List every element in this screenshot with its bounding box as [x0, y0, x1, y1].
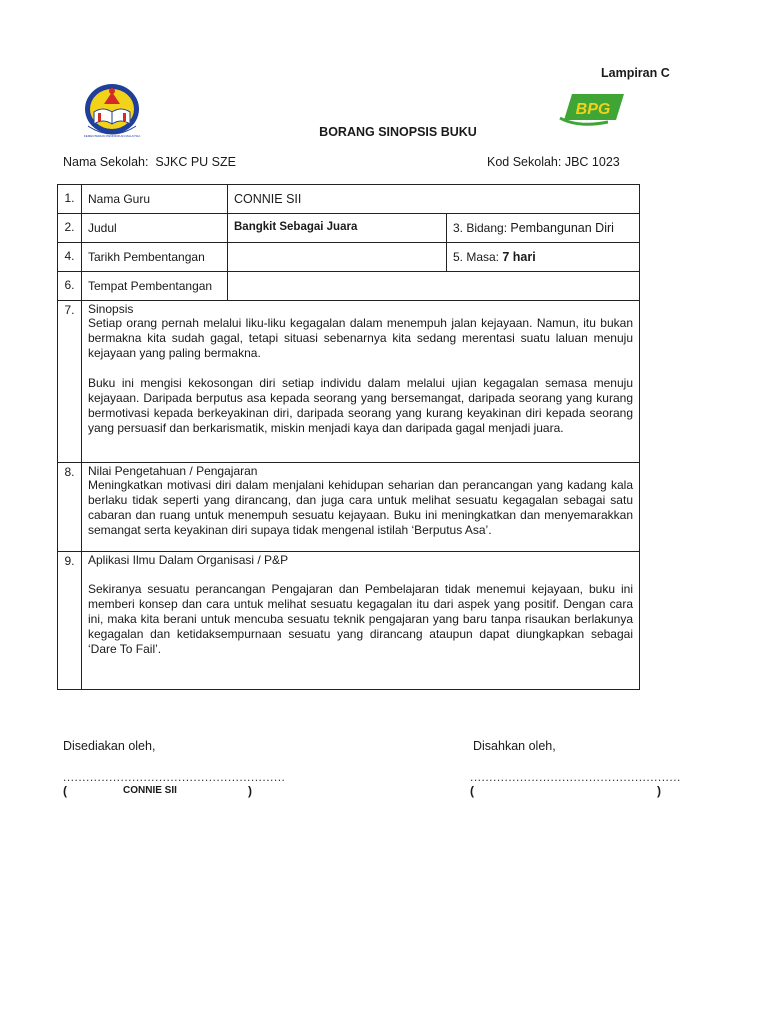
- row-number: 4.: [58, 243, 82, 272]
- school-code: [487, 155, 620, 169]
- school-name: [63, 155, 236, 169]
- row-number: 6.: [58, 272, 82, 301]
- lesson-value-cell: [82, 463, 640, 552]
- bpg-logo-icon: [558, 92, 626, 128]
- approved-paren-open: (: [470, 784, 474, 798]
- prepared-signature-line: ..........................................................: [63, 770, 286, 784]
- duration-cell[interactable]: [447, 243, 640, 272]
- row-number: 2.: [58, 214, 82, 243]
- duration-value: 7 hari: [502, 250, 536, 264]
- knowledge-application-paragraph: Sekiranya sesuatu perancangan Pengajaran dan Pembelajaran tidak menemui kejayaan, buku ini memberi konsep dan cara untuk melihat sesuatu kegagalan itu dari aspek yang positif. Dengan cara ini, maka kita berani untuk mencuba sesuatu teknik pengajaran yang baru tanpa risaukan berlakunya kegagalan dan ketidaksempurnaan sesuatu yang dirancang ataupun dapat diungkapkan sebagai ‘Dare To Fail’.: [88, 582, 633, 656]
- prepared-by-label: Disediakan oleh,: [63, 739, 156, 753]
- school-name-value: SJKC PU SZE: [155, 155, 236, 169]
- field-label: 3. Bidang:: [453, 221, 508, 235]
- synopsis-form-table: [57, 184, 640, 690]
- approved-paren-close: ): [657, 784, 661, 798]
- school-code-label: Kod Sekolah:: [487, 155, 562, 169]
- field-value: Pembangunan Diri: [510, 221, 614, 235]
- school-code-value: JBC 1023: [564, 155, 620, 169]
- table-row: [58, 463, 640, 552]
- knowledge-application-heading: Aplikasi Ilmu Dalam Organisasi / P&P: [88, 553, 289, 567]
- title-label: Judul: [82, 214, 228, 243]
- prepared-paren-open: (: [63, 784, 67, 798]
- book-title-field[interactable]: Bangkit Sebagai Juara: [228, 214, 447, 243]
- row-number: 8.: [58, 463, 82, 552]
- table-row: [58, 185, 640, 214]
- table-row: [58, 552, 640, 690]
- table-row: [58, 301, 640, 463]
- duration-label: 5. Masa:: [453, 250, 500, 264]
- row-number: 9.: [58, 552, 82, 690]
- logo-right-text: BPG: [575, 101, 611, 118]
- synopsis-cell: [82, 301, 640, 463]
- lesson-value-heading: Nilai Pengetahuan / Pengajaran: [88, 464, 258, 478]
- field-cell[interactable]: [447, 214, 640, 243]
- synopsis-paragraph-1: Setiap orang pernah melalui liku-liku kegagalan dalam menempuh jalan kejayaan. Namun, itu bukan bermakna kita sudah gagal, tetapi situasi sebenarnya kita sedang merentasi suatu laluan menuju kejayaan yang paling bermakna.: [88, 316, 633, 360]
- row-number: 1.: [58, 185, 82, 214]
- teacher-name-field[interactable]: CONNIE SII: [228, 185, 640, 214]
- prepared-name: CONNIE SII: [123, 785, 177, 796]
- presentation-date-field[interactable]: [228, 243, 447, 272]
- teacher-name-label: Nama Guru: [82, 185, 228, 214]
- lesson-value-paragraph: Meningkatkan motivasi diri dalam menjalani kehidupan seharian dan perancangan yang kadang kala berlaku tidak seperti yang dirancang, dan juga cara untuk melihat sesuatu kegagalan sebagai satu cabaran dan ruang untuk menempuh sesuatu kejayaan. Buku ini meningkatkan dan menyemarakkan semangat serta keyakinan diri supaya tidak mengenal istilah ‘Berputus Asa’.: [88, 478, 633, 537]
- presentation-venue-field[interactable]: [228, 272, 640, 301]
- synopsis-heading: Sinopsis: [88, 302, 134, 316]
- presentation-date-label: Tarikh Pembentangan: [82, 243, 228, 272]
- prepared-paren-close: ): [248, 784, 252, 798]
- page-title: BORANG SINOPSIS BUKU: [319, 125, 477, 139]
- table-row: [58, 243, 640, 272]
- table-row: [58, 214, 640, 243]
- approved-by-label: Disahkan oleh,: [473, 739, 556, 753]
- logo-left-text: KEMENTERIAN PENDIDIKAN MALAYSIA: [83, 134, 141, 138]
- attachment-label: Lampiran C: [601, 66, 670, 80]
- table-row: [58, 272, 640, 301]
- school-name-label: Nama Sekolah:: [63, 155, 149, 169]
- presentation-venue-label: Tempat Pembentangan: [82, 272, 228, 301]
- knowledge-application-cell: [82, 552, 640, 690]
- synopsis-paragraph-2: Buku ini mengisi kekosongan diri setiap individu dalam melalui ujian kegagalan semasa menuju kejayaan. Daripada berputus asa kepada seorang yang bersemangat, daripada seorang yang kurang bermotivasi kepada berkeyakinan diri, daripada seorang yang kurang keyakinan diri kepada seorang yang persuasif dan berkarismatik, miskin menjadi kaya dan daripada gagal menjadi juara.: [88, 376, 633, 435]
- row-number: 7.: [58, 301, 82, 463]
- approved-signature-line: .......................................................: [470, 770, 681, 784]
